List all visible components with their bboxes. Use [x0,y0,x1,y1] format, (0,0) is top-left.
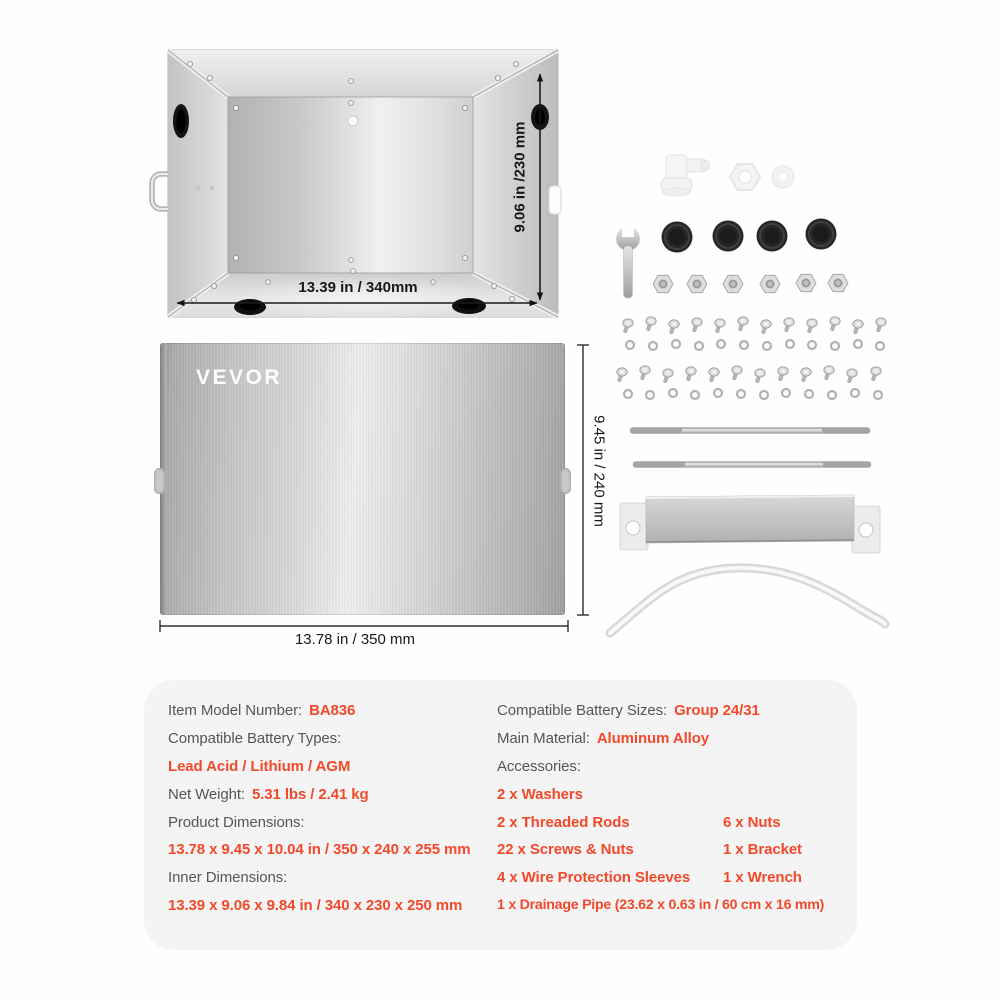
mounting-bracket [620,495,880,553]
rubber-caps [662,219,837,253]
accessories-photo [600,140,900,650]
spec-product-dimensions-label: Product Dimensions: [168,813,305,831]
spec-accessories-label: Accessories: [497,757,581,775]
spec-product-dimensions-value: 13.78 x 9.45 x 10.04 in / 350 x 240 x 255 mm [168,841,471,859]
right-edge-tab [549,186,561,214]
box-inner-height-label: 9.06 in /230 mm [511,121,529,233]
battery-box-open-illustration [168,50,558,317]
accessories-illustration [600,140,900,650]
cable-grommet-left [173,104,189,138]
box-inner-width-label: 13.39 in / 340mm [298,279,418,296]
battery-box-lid-photo [160,343,565,615]
spec-accessory-drainage-pipe: 1 x Drainage Pipe (23.62 x 0.63 in / 60 cm x 16 mm) [497,897,825,914]
drain-elbow-fitting [661,155,709,196]
lid-width-label: 13.78 in / 350 mm [294,631,416,648]
lid-latch-left [154,468,165,494]
battery-box-open-photo [168,50,558,317]
threaded-rod-1 [630,428,870,434]
drainage-pipe [610,568,885,633]
top-wall-hole [348,116,358,126]
spec-inner-dimensions-label: Inner Dimensions: [168,869,288,887]
threaded-rod-2 [633,462,871,468]
lid-height-line [577,345,589,615]
spec-inner-dimensions-value: 13.39 x 9.06 x 9.84 in / 340 x 230 x 250 mm [168,896,463,914]
spec-accessory-sleeves-wrench: 4 x Wire Protection Sleeves 1 x Wrench [497,869,802,887]
spec-battery-types-label: Compatible Battery Types: [168,730,342,748]
vevor-logo: VEVOR [196,366,283,389]
lid-height-label: 9.45 in / 240 mm [590,415,608,527]
screws-row-1 [623,317,886,334]
spec-item-model: Item Model Number: BA836 [168,702,356,720]
cable-grommet-right [531,104,549,130]
screws-row-2 [617,366,881,383]
wrench [617,224,640,298]
spec-column-right [497,697,824,919]
spec-column-left [168,697,471,919]
hex-nuts [653,274,848,292]
spec-panel [144,680,857,950]
nylon-nut [730,164,760,190]
spec-accessory-washers: 2 x Washers [497,785,583,803]
washer-rings-row-2 [624,389,882,399]
spec-battery-sizes: Compatible Battery Sizes: Group 24/31 [497,702,760,720]
spec-net-weight: Net Weight: 5.31 lbs / 2.41 kg [168,785,369,803]
nylon-washer [772,166,794,188]
lid-latch-right [560,468,571,494]
spec-accessory-rods-nuts: 2 x Threaded Rods 6 x Nuts [497,813,781,831]
spec-accessory-screws-bracket: 22 x Screws & Nuts 1 x Bracket [497,841,802,859]
spec-main-material: Main Material: Aluminum Alloy [497,730,710,748]
spec-battery-types-value: Lead Acid / Lithium / AGM [168,757,351,775]
washer-rings-row-1 [626,340,884,350]
